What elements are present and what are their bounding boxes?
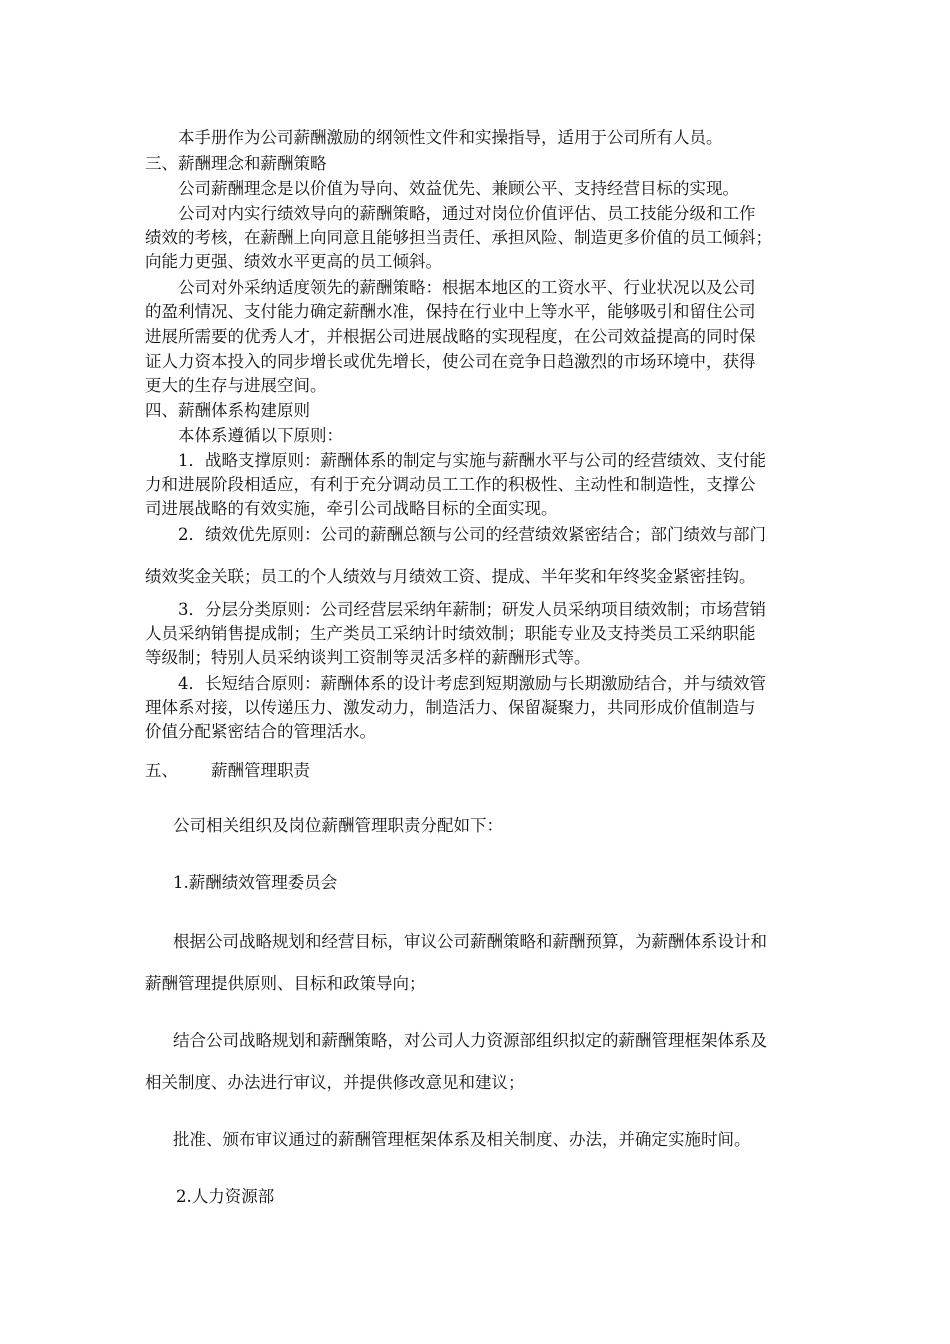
section-3-philosophy: 公司薪酬理念是以价值为导向、效益优先、兼顾公平、支持经营目标的实现。: [178, 179, 739, 198]
section-5-heading: [145, 760, 950, 782]
section-4-heading: 四、薪酬体系构建原则: [145, 401, 310, 420]
principle-4-line: 4．长短结合原则：薪酬体系的设计考虑到短期激励与长期激励结合，并与绩效管: [178, 674, 766, 693]
principle-1-line: 司进展战略的有效实施，牵引公司战略目标的全面实现。: [145, 499, 558, 518]
section-3-heading: 三、薪酬理念和薪酬策略: [145, 154, 327, 173]
committee-subheading: 1.薪酬绩效管理委员会: [173, 873, 338, 892]
external-strategy-line: 证人力资本投入的同步增长或优先增长，使公司在竞争日趋激烈的市场环境中，获得: [145, 352, 756, 371]
intro-paragraph: 本手册作为公司薪酬激励的纲领性文件和实操指导，适用于公司所有人员。: [178, 128, 723, 147]
section-5-number: 五、: [145, 761, 178, 780]
external-strategy-line: 公司对外采纳适度领先的薪酬策略：根据本地区的工资水平、行业状况以及公司: [178, 278, 756, 297]
principle-4-line: 价值分配紧密结合的管理活水。: [145, 722, 376, 741]
principle-2-line: 绩效奖金关联；员工的个人绩效与月绩效工资、提成、半年奖和年终奖金紧密挂钩。: [145, 567, 756, 586]
section-5-lead: 公司相关组织及岗位薪酬管理职责分配如下：: [173, 816, 503, 835]
section-5-title: 薪酬管理职责: [211, 761, 310, 780]
committee-duty-2-line: 结合公司战略规划和薪酬策略，对公司人力资源部组织拟定的薪酬管理框架体系及: [173, 1031, 767, 1050]
principle-2-line: 2．绩效优先原则：公司的薪酬总额与公司的经营绩效紧密结合；部门绩效与部门: [178, 525, 766, 544]
committee-duty-2-line: 相关制度、办法进行审议，并提供修改意见和建议；: [145, 1073, 525, 1092]
committee-duty-1-line: 根据公司战略规划和经营目标，审议公司薪酬策略和薪酬预算，为薪酬体系设计和: [173, 932, 767, 951]
committee-duty-3: 批准、颁布审议通过的薪酬管理框架体系及相关制度、办法，并确定实施时间。: [173, 1130, 751, 1149]
internal-strategy-line: 公司对内实行绩效导向的薪酬策略，通过对岗位价值评估、员工技能分级和工作: [178, 204, 756, 223]
principle-1-line: 力和进展阶段相适应，有利于充分调动员工工作的积极性、主动性和制造性，支撑公: [145, 475, 756, 494]
principle-3-line: 人员采纳销售提成制；生产类员工采纳计时绩效制；职能专业及支持类员工采纳职能: [145, 624, 756, 643]
committee-duty-1-line: 薪酬管理提供原则、目标和政策导向；: [145, 974, 426, 993]
external-strategy-line: 的盈利情况、支付能力确定薪酬水准，保持在行业中上等水平，能够吸引和留住公司: [145, 302, 756, 321]
internal-strategy-line: 绩效的考核，在薪酬上向同意且能够担当责任、承担风险、制造更多价值的员工倾斜；: [145, 228, 772, 247]
hr-department-subheading: 2.人力资源部: [176, 1187, 275, 1206]
external-strategy-line: 更大的生存与进展空间。: [145, 376, 327, 395]
principle-3-line: 3．分层分类原则：公司经营层采纳年薪制；研发人员采纳项目绩效制；市场营销: [178, 600, 766, 619]
section-4-lead: 本体系遵循以下原则：: [178, 426, 343, 445]
principle-3-line: 等级制；特别人员采纳谈判工资制等灵活多样的薪酬形式等。: [145, 648, 591, 667]
external-strategy-line: 进展所需要的优秀人才，并根据公司进展战略的实现程度，在公司效益提高的同时保: [145, 327, 756, 346]
principle-1-line: 1．战略支撑原则：薪酬体系的制定与实施与薪酬水平与公司的经营绩效、支付能: [178, 451, 766, 470]
principle-4-line: 理体系对接，以传递压力、激发动力，制造活力、保留凝聚力，共同形成价值制造与: [145, 698, 756, 717]
internal-strategy-line: 向能力更强、绩效水平更高的员工倾斜。: [145, 252, 442, 271]
